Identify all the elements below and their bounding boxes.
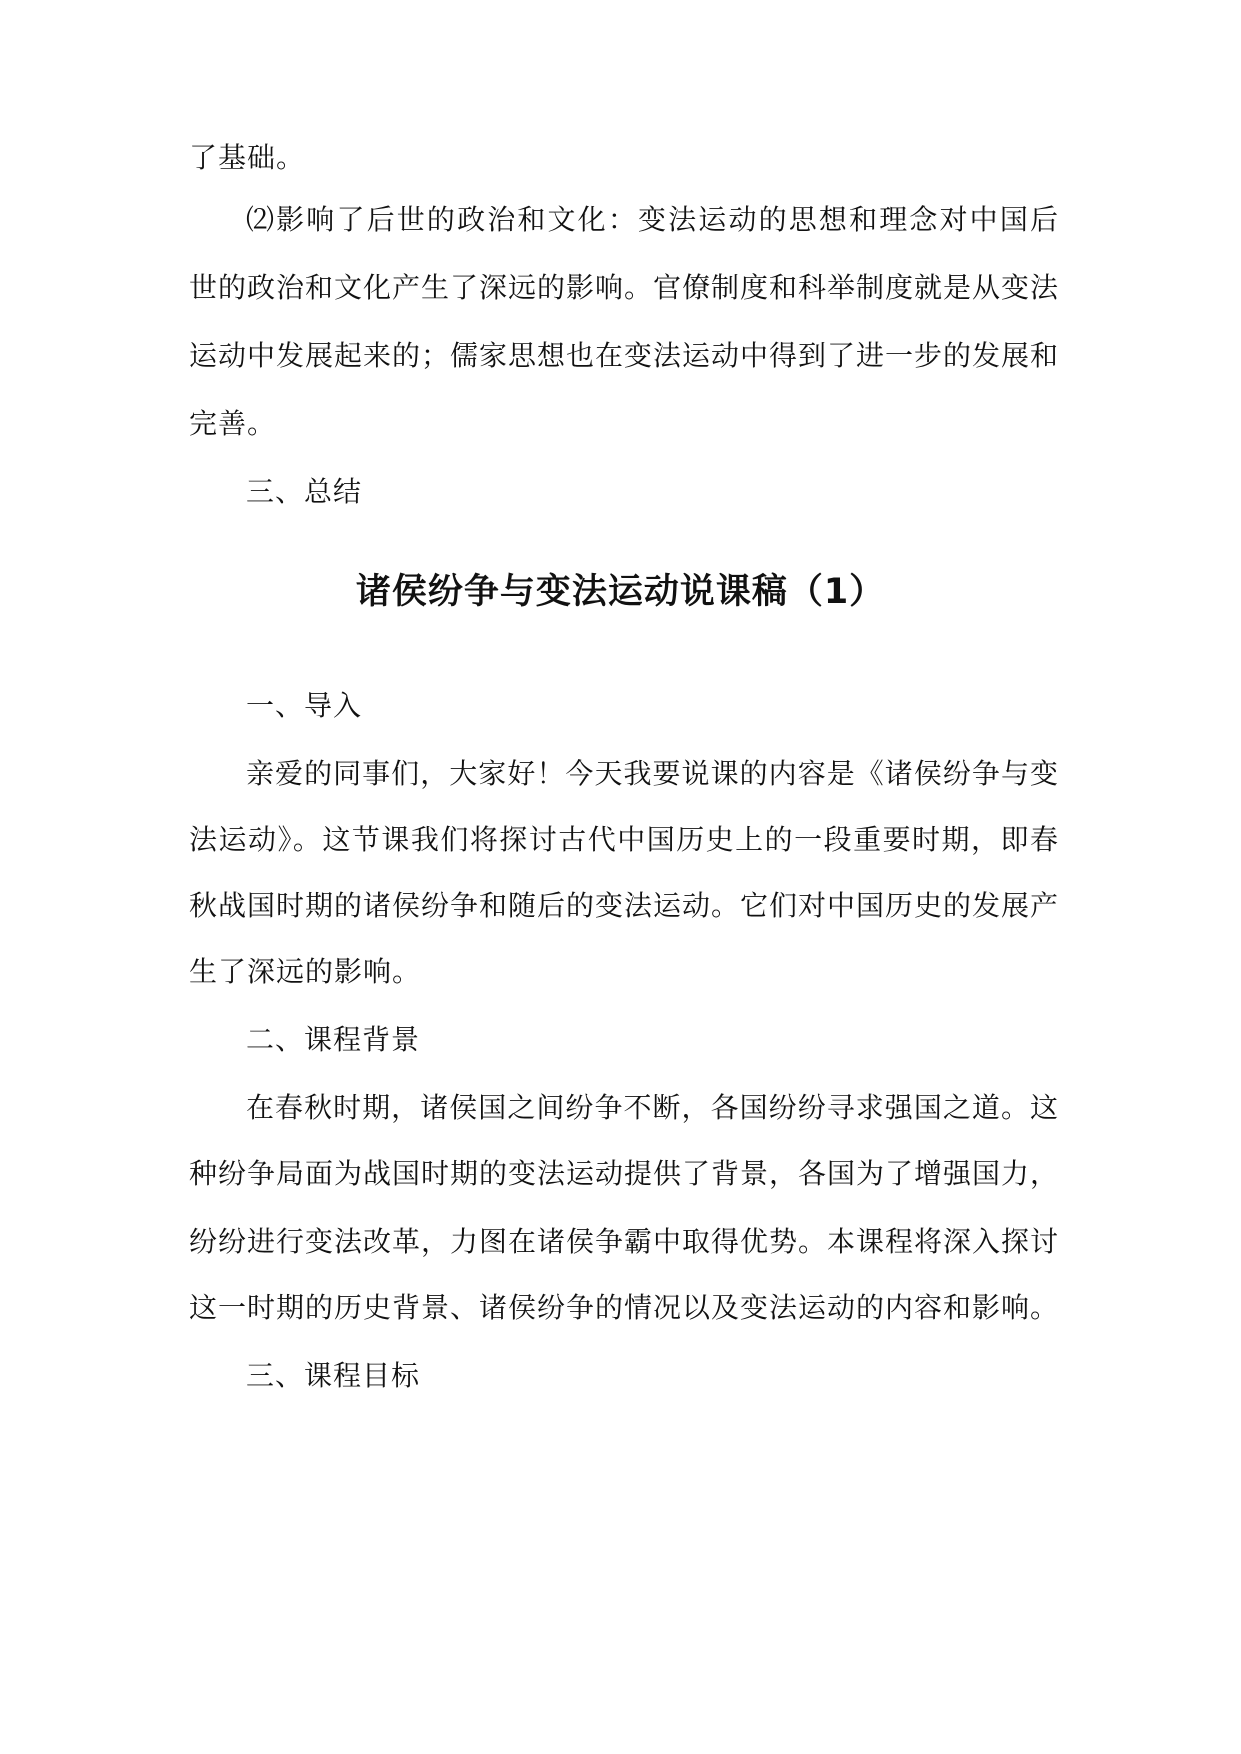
paragraph-line: 秋战国时期的诸侯纷争和随后的变法运动。它们对中国历史的发展产 bbox=[189, 889, 1060, 922]
paragraph-line: 运动中发展起来的；儒家思想也在变法运动中得到了进一步的发展和 bbox=[189, 339, 1060, 372]
paragraph-line: 纷纷进行变法改革，力图在诸侯争霸中取得优势。本课程将深入探讨 bbox=[189, 1225, 1060, 1258]
paragraph-line: 完善。 bbox=[189, 407, 277, 440]
section-heading: 三、总结 bbox=[246, 475, 363, 508]
paragraph-line: 在春秋时期，诸侯国之间纷争不断，各国纷纷寻求强国之道。这 bbox=[246, 1091, 1059, 1124]
paragraph-line: 种纷争局面为战国时期的变法运动提供了背景，各国为了增强国力， bbox=[189, 1157, 1060, 1190]
paragraph-line: 这一时期的历史背景、诸侯纷争的情况以及变法运动的内容和影响。 bbox=[189, 1291, 1060, 1324]
paragraph-line: 法运动》。这节课我们将探讨古代中国历史上的一段重要时期，即春 bbox=[189, 823, 1059, 856]
paragraph-line: ⑵影响了后世的政治和文化：变法运动的思想和理念对中国后 bbox=[246, 203, 1059, 236]
section-heading: 一、导入 bbox=[246, 689, 363, 722]
section-heading: 三、课程目标 bbox=[246, 1359, 421, 1392]
paragraph-line: 了基础。 bbox=[189, 141, 306, 174]
paragraph-line: 生了深远的影响。 bbox=[189, 955, 422, 988]
document-title: 诸侯纷争与变法运动说课稿（1） bbox=[355, 572, 886, 612]
paragraph-line: 亲爱的同事们，大家好！今天我要说课的内容是《诸侯纷争与变 bbox=[246, 757, 1059, 790]
section-heading: 二、课程背景 bbox=[246, 1023, 421, 1056]
paragraph-line: 世的政治和文化产生了深远的影响。官僚制度和科举制度就是从变法 bbox=[189, 271, 1060, 304]
